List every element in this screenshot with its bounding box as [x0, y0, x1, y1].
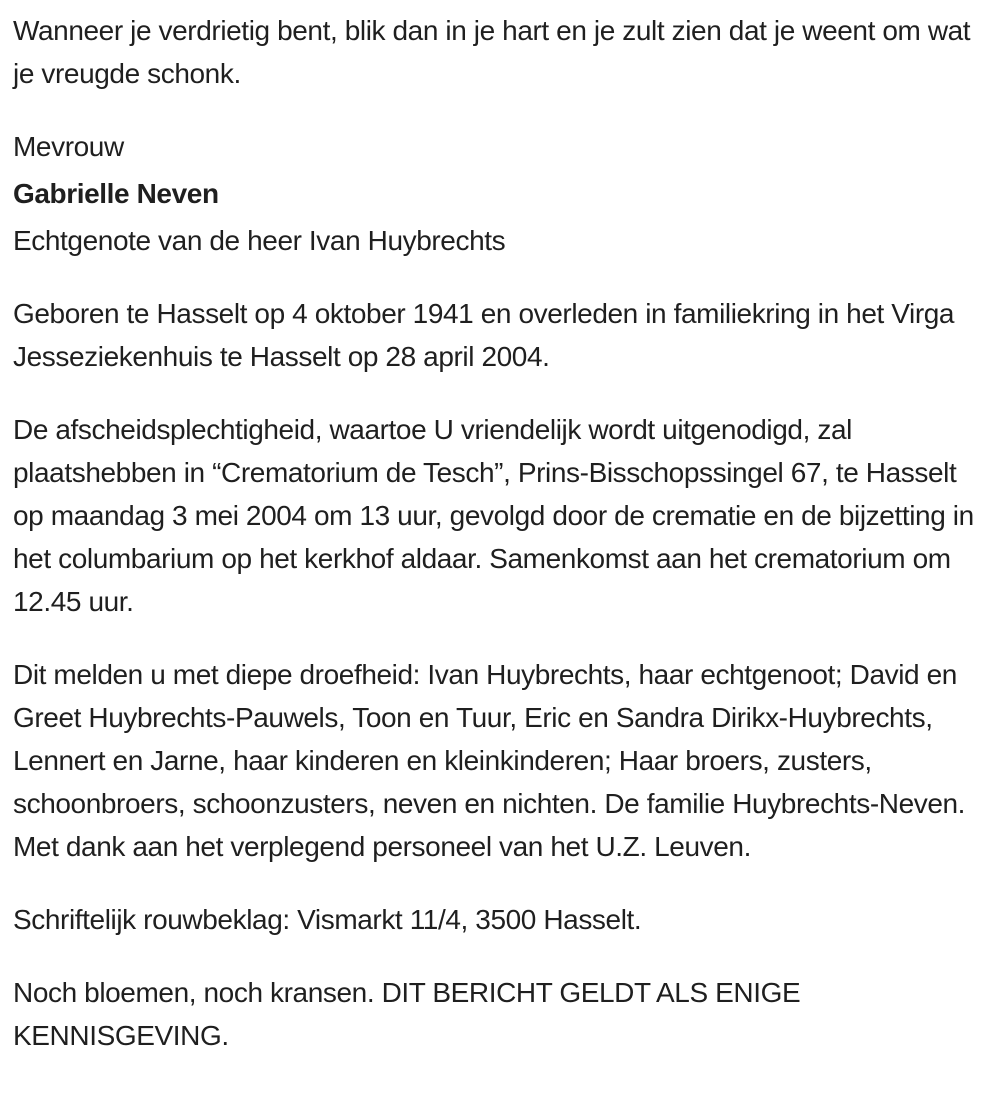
salutation: Mevrouw: [13, 131, 124, 162]
condolence-address: Schriftelijk rouwbeklag: Vismarkt 11/4, 3500 Hasselt.: [13, 904, 642, 935]
final-notice: Noch bloemen, noch kransen. DIT BERICHT GELDT ALS ENIGE KENNISGEVING.: [13, 977, 801, 1051]
family-announcement: Dit melden u met diepe droefheid: Ivan Huybrechts, haar echtgenoot; David en Greet Huybrechts-Pauwels, Toon en Tuur, Eric en Sandra Dirikx-Huybrechts, Lennert en Jarne, haar kinderen en kleinkinderen; Haar broers, zusters, schoonbroers, schoonzusters, neven en nichten. De familie Huybrechts-Neven. Met dank aan het verplegend personeel van het U.Z. Leuven.: [13, 659, 966, 862]
ceremony-details: De afscheidsplechtigheid, waartoe U vriendelijk wordt uitgenodigd, zal plaatshebben in “Crematorium de Tesch”, Prins-Bisschopssingel 67, te Hasselt op maandag 3 mei 2004 om 13 uur, gevolgd door de crematie en de bijzetting in het columbarium op het kerkhof aldaar. Samenkomst aan het crematorium om 12.45 uur.: [13, 414, 974, 617]
spouse-line: Echtgenote van de heer Ivan Huybrechts: [13, 225, 506, 256]
birth-death-line: Geboren te Hasselt op 4 oktober 1941 en overleden in familiekring in het Virga Jesseziekenhuis te Hasselt op 28 april 2004.: [13, 298, 955, 372]
deceased-name: Gabrielle Neven: [13, 178, 219, 209]
opening-quote: Wanneer je verdrietig bent, blik dan in je hart en je zult zien dat je weent om wat je vreugde schonk.: [13, 15, 971, 89]
deceased-block: [13, 125, 986, 262]
